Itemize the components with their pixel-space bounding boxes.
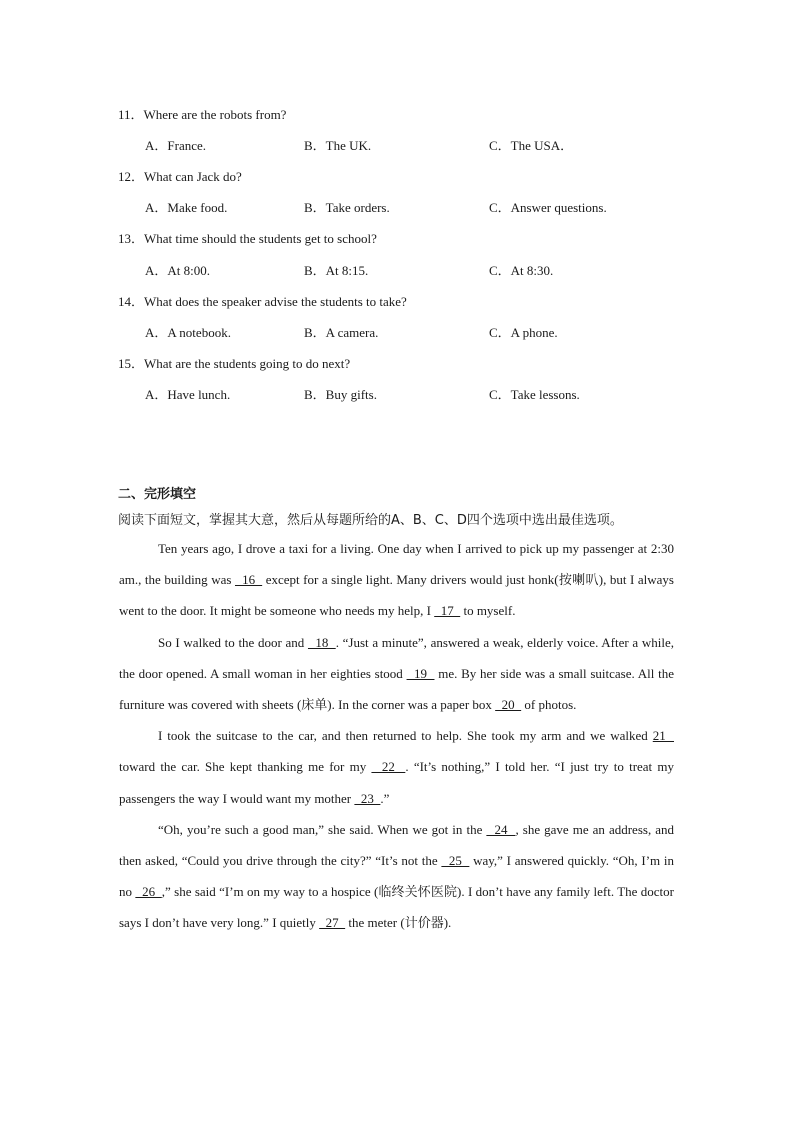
question-stem: 15．What are the students going to do next? [118, 356, 351, 371]
question-stem: 14．What does the speaker advise the students to take? [118, 294, 407, 309]
passage-text: way,” I answered quickly. “Oh, I’m in no [119, 853, 674, 900]
blank-22: 22 [371, 759, 406, 775]
option-a: A．A notebook. [145, 325, 231, 340]
question-stem: 12．What can Jack do? [118, 169, 242, 184]
passage-text: ,” she said “I’m on my way to a hospice (临终关怀医院). I don’t have any family left. The doctor says I don’t have very long.” I quietly [119, 884, 675, 931]
option-c: C．A phone. [489, 325, 558, 340]
passage-text: . “Just a minute”, answered a weak, elderly voice. After a while, the door opened. A small woman in her eighties stood [119, 634, 674, 681]
blank-27: 27 [319, 915, 346, 931]
option-b: B．A camera. [304, 325, 379, 340]
option-b: B．At 8:15. [304, 263, 369, 278]
option-b: B．The UK. [304, 138, 372, 153]
cloze-passage [119, 533, 674, 939]
blank-26: 26 [135, 884, 162, 900]
blank-23: 23 [354, 790, 381, 806]
blank-25: 25 [441, 853, 470, 869]
passage-text: So I walked to the door and [158, 634, 308, 650]
passage-text: of photos. [521, 697, 577, 713]
blank-20: 20 [495, 697, 522, 713]
paragraph-2 [119, 627, 674, 721]
option-b: B．Buy gifts. [304, 387, 377, 402]
passage-text: .” [380, 790, 390, 806]
passage-text: I took the suitcase to the car, and then returned to help. She took my arm and we walked [158, 728, 653, 744]
passage-text: toward the car. She kept thanking me for my [119, 759, 372, 775]
option-c: C．Take lessons. [489, 387, 580, 402]
passage-text: , she gave me an address, and then asked, “Could you drive through the city?” “It’s not the [119, 821, 674, 869]
question-stem: 11．Where are the robots from? [118, 107, 287, 122]
section-instruction: 阅读下面短文，掌握其大意，然后从每题所给的A、B、C、D四个选项中选出最佳选项。 [118, 513, 623, 528]
passage-text: . “It’s nothing,” I told her. “I just try to treat my passengers the way I would want my mother [119, 759, 675, 806]
option-c: C．At 8:30. [489, 263, 554, 278]
passage-text: the meter (计价器). [345, 915, 452, 931]
passage-text: except for a single light. Many drivers would just honk(按喇叭), but I always went to the door. It might be someone who needs my help, I [119, 572, 674, 619]
blank-24: 24 [486, 821, 516, 837]
paragraph-4 [119, 814, 674, 939]
option-a: A．France. [145, 138, 207, 153]
option-c: C．Answer questions. [489, 200, 607, 215]
passage-text: Ten years ago, I drove a taxi for a living. One day when I arrived to pick up my passenger at 2:30 am., the building was [119, 541, 674, 588]
paragraph-1 [119, 533, 674, 627]
blank-16: 16 [234, 572, 263, 588]
option-a: A．Have lunch. [145, 387, 231, 402]
blank-19: 19 [406, 665, 435, 681]
passage-text: me. By her side was a small suitcase. All the furniture was covered with sheets (床单). In the corner was a paper box [119, 665, 674, 713]
blank-21: 21 [652, 728, 674, 744]
passage-text: “Oh, you’re such a good man,” she said. When we got in the [158, 821, 487, 837]
option-a: A．At 8:00. [145, 263, 211, 278]
blank-18: 18 [307, 634, 336, 650]
option-b: B．Take orders. [304, 200, 390, 215]
option-c: C．The USA． [489, 138, 574, 153]
blank-17: 17 [434, 603, 461, 619]
section-title: 二、完形填空 [118, 487, 197, 502]
passage-text: to myself. [460, 603, 516, 619]
question-stem: 13．What time should the students get to school? [118, 231, 377, 246]
option-a: A．Make food. [145, 200, 228, 215]
paragraph-3 [119, 720, 674, 814]
